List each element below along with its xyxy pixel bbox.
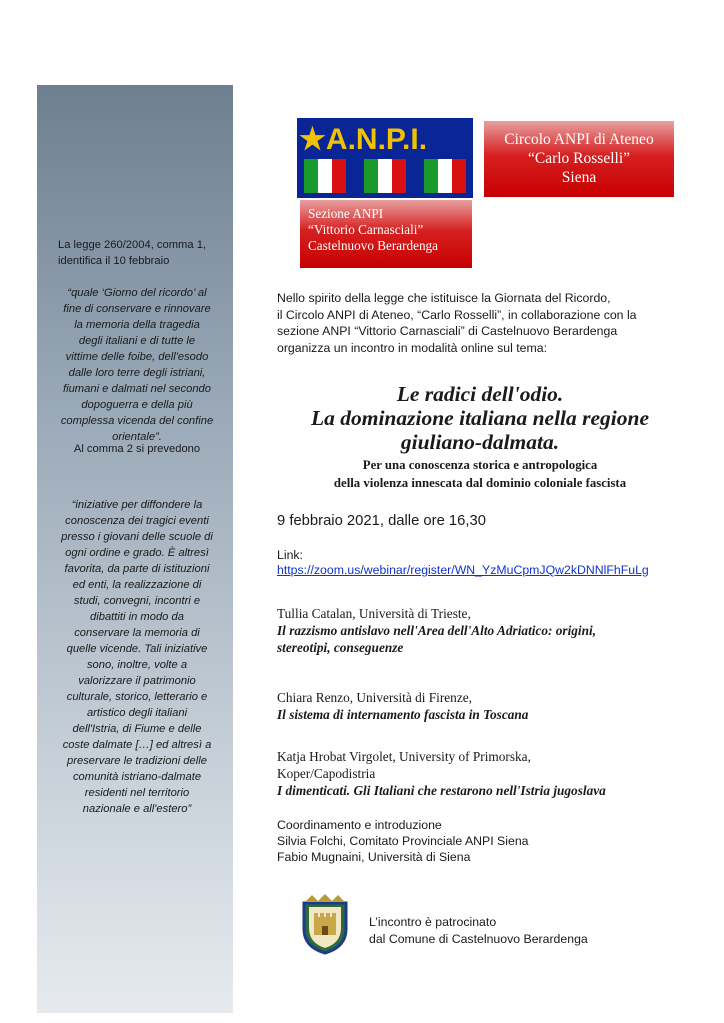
italian-flag-icon: [423, 158, 467, 194]
intro-paragraph: Nello spirito della legge che istituisce la Giornata del Ricordo, il Circolo ANPI di Ateneo, “Carlo Rosselli”, in collaborazione con la sezione ANPI “Vittorio Carnasciali” di Castelnuovo Berardenga organizza un incontro in modalità online sul tema:: [277, 291, 637, 355]
coordination-block: Coordinamento e introduzione Silvia Folchi, Comitato Provinciale ANPI Siena Fabio Mugnaini, Università di Siena: [277, 818, 529, 864]
event-date: 9 febbraio 2021, dalle ore 16,30: [277, 513, 486, 529]
italian-flags: [297, 158, 473, 198]
circolo-anpi-badge: Circolo ANPI di Ateneo “Carlo Rosselli” Siena: [484, 121, 674, 197]
link-label: Link:: [277, 548, 303, 562]
speaker-item: [277, 689, 697, 723]
event-title: Le radici dell'odio. La dominazione italiana nella regione giuliano-dalmata.: [310, 382, 650, 454]
star-icon: ★: [299, 123, 326, 156]
talk-title: I dimenticati. Gli Italiani che restarono nell'Istria jugoslava: [277, 783, 606, 798]
registration-link[interactable]: https://zoom.us/webinar/register/WN_YzMuCpmJQw2kDNNlFhFuLg: [277, 563, 649, 577]
talk-title: Il razzismo antislavo nell'Area dell'Alto Adriatico: origini, stereotipi, conseguenze: [277, 623, 597, 655]
sidebar-law-intro: La legge 260/2004, comma 1, identifica il 10 febbraio: [58, 239, 207, 267]
coat-of-arms-icon: [300, 893, 350, 955]
sidebar-quote-comma1: “quale ‘Giorno del ricordo’ al fine di conservare e rinnovare la memoria della tragedia degli italiani e di tutte le vittime delle foibe, dell'esodo dalle loro terre degli istriani, fiumani e dalmati nel secondo dopoguerra e della più complessa vicenda del confine orientale”.: [60, 287, 214, 443]
speaker-name: Tullia Catalan, Università di Trieste,: [277, 606, 471, 621]
speaker-name: Katja Hrobat Virgolet, University of Primorska,: [277, 749, 531, 764]
speaker-item: [277, 605, 697, 656]
speaker-item: [277, 748, 697, 799]
sezione-anpi-badge: Sezione ANPI “Vittorio Carnasciali” Castelnuovo Berardenga: [300, 200, 472, 268]
sidebar-quote-comma2: “iniziative per diffondere la conoscenza dei tragici eventi presso i giovani delle scuole di ogni ordine e grado. È altresì favorita, da parte di istituzioni ed enti, la realizzazione di studi, convegni, incontri e dibattiti in modo da conservare la memoria di quelle vicende. Tali iniziative sono, inoltre, volte a valorizzare il patrimonio culturale, storico, letterario e artistico degli italiani dell'Istria, di Fiume e delle coste dalmate […] ed altresì a preservare le tradizioni delle comunità istriano-dalmate residenti nel territorio nazionale e all'estero”: [61, 499, 213, 815]
anpi-logo-text: ★A.N.P.I.: [299, 123, 428, 156]
event-subtitle: Per una conoscenza storica e antropologica della violenza innescata dal dominio coloniale fascista: [333, 458, 627, 490]
italian-flag-icon: [303, 158, 347, 194]
italian-flag-icon: [363, 158, 407, 194]
talk-title: Il sistema di internamento fascista in Toscana: [277, 707, 529, 722]
speaker-name: Chiara Renzo, Università di Firenze,: [277, 690, 472, 705]
anpi-logo: [297, 118, 473, 198]
speaker-affiliation: Koper/Capodistria: [277, 766, 376, 781]
patronage-text: L’incontro è patrocinato dal Comune di Castelnuovo Berardenga: [369, 915, 588, 946]
sidebar-comma2-heading: Al comma 2 si prevedono: [73, 443, 201, 455]
